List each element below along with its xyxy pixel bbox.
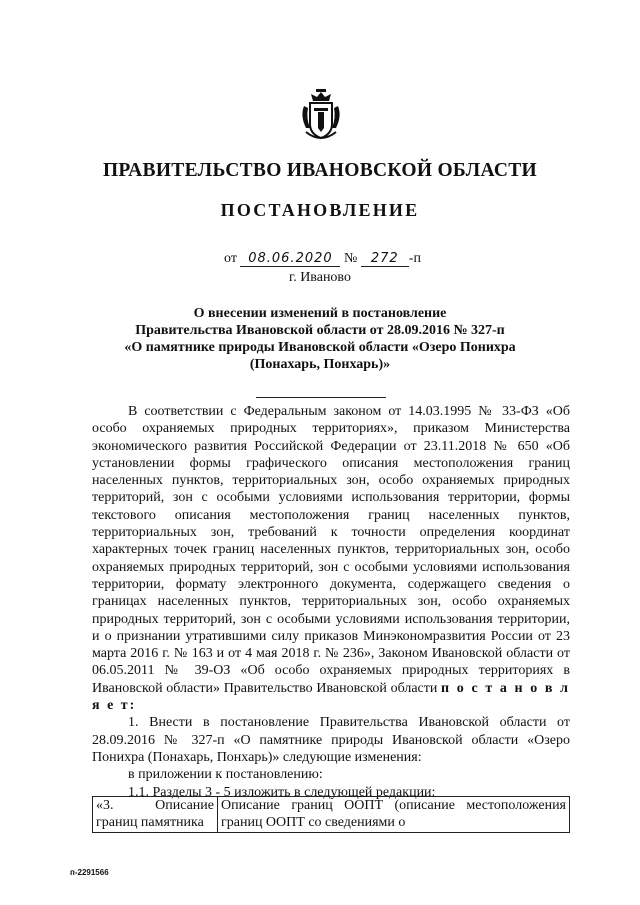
- heading-line: Правительства Ивановской области от 28.09.2016 № 327-п: [135, 323, 505, 338]
- organization-title: ПРАВИТЕЛЬСТВО ИВАНОВСКОЙ ОБЛАСТИ: [102, 160, 538, 181]
- sections-table: [92, 796, 570, 833]
- item-1-paragraph: 1. Внести в постановление Правительства Ивановской области от 28.09.2016 № 327-п «О памятнике природы Ивановской области «Озеро Понихра (Понахарь, Понхарь)» следующие изменения:: [92, 715, 570, 765]
- document-body: [92, 403, 570, 801]
- heading-divider: [256, 397, 386, 398]
- resolve-word: п о с т а н о в л я е т:: [92, 680, 571, 714]
- preamble-paragraph: [92, 403, 570, 714]
- table-row: [93, 797, 570, 833]
- table-cell-section: «3. Описание границ памятника: [93, 797, 218, 833]
- table-cell-description: Описание границ ООПТ (описание местоположения границ ООПТ со сведениями о: [218, 797, 570, 833]
- preamble-text: В соответствии с Федеральным законом от 14.03.1995 № 33-ФЗ «Об особо охраняемых природных территориях», приказом Министерства экономического развития Российской Федерации от 23.11.2018 № 650 «Об установлении формы графического описания местоположения границ населенных пунктов, территориальных зон, особо охраняемых природных территорий, зон с особыми условиями использования территории, формы текстового описания местоположения границ населенных пунктов, территориальных зон, требований к точности определения координат характерных точек границ населенных пунктов, территориальных зон, особо охраняемых природных территорий, зон с особыми условиями использования территории, формату электронного документа, содержащего сведения о границах населенных пунктов, территориальных зон, особо охраняемых природных территорий, зон с особыми условиями использования территории, и о признании утратившими силу приказов Минэкономразвития России от 23 марта 2016 г. № 163 и от 4 мая 2018 г. № 236», Законом Ивановской области от 06.05.2011 № 39-ОЗ «Об особо охраняемых природных территориях в Ивановской области» Правительство Ивановской области: [92, 404, 570, 696]
- document-heading: [100, 305, 540, 373]
- date-value: 08.06.2020: [240, 251, 340, 267]
- item-1-1-paragraph: 1.1. Разделы 3 - 5 изложить в следующей редакции:: [128, 784, 436, 800]
- city: г. Иваново: [289, 270, 351, 285]
- date-number-line: [224, 251, 421, 267]
- heading-line: «О памятнике природы Ивановской области «Озеро Понихра: [124, 340, 516, 355]
- number-sign: №: [343, 251, 358, 266]
- date-prefix: от: [224, 251, 237, 266]
- coat-of-arms-emblem: [296, 88, 346, 146]
- number-value: 272: [361, 251, 409, 267]
- number-suffix: -п: [408, 251, 421, 266]
- footer-document-code: п-2291566: [70, 868, 109, 877]
- heading-line: О внесении изменений в постановление: [193, 306, 447, 321]
- heading-line: (Понахарь, Понхарь)»: [249, 357, 391, 372]
- document-type: ПОСТАНОВЛЕНИЕ: [220, 200, 420, 220]
- appendix-paragraph: в приложении к постановлению:: [128, 767, 323, 783]
